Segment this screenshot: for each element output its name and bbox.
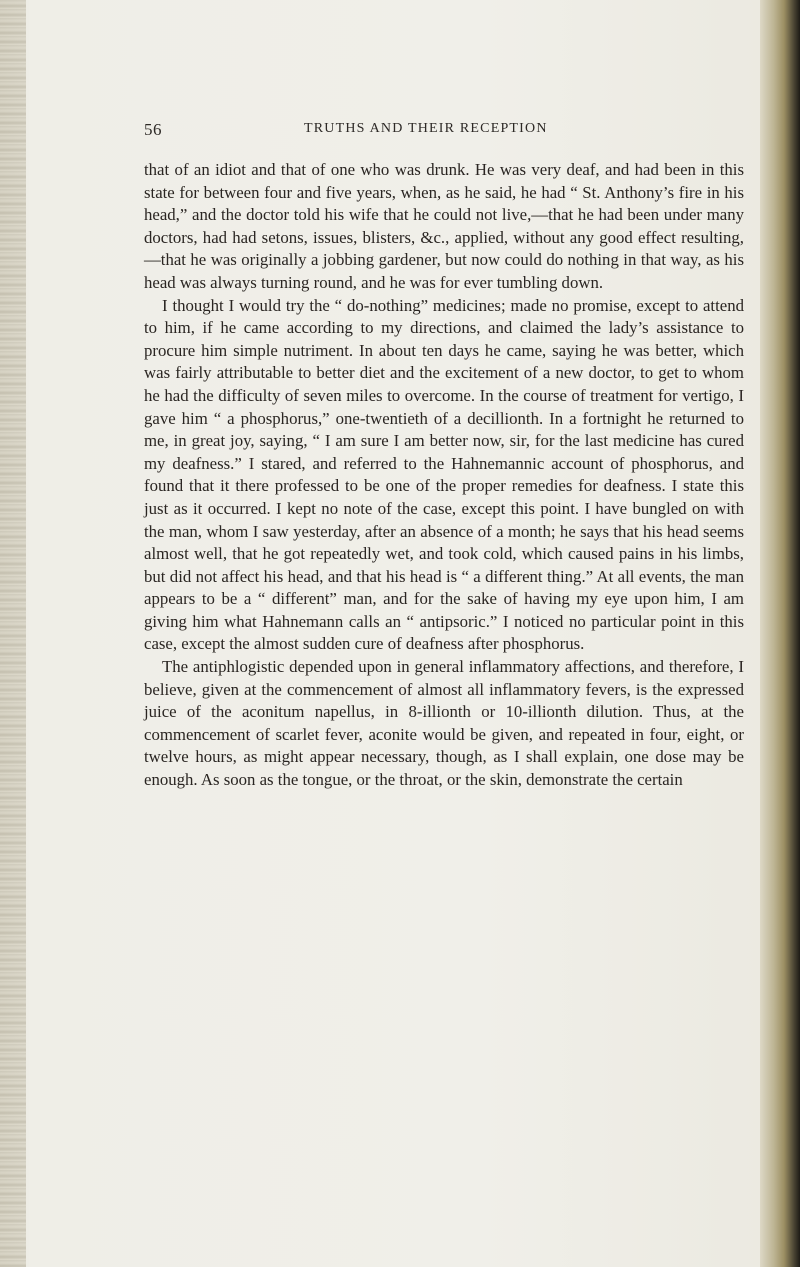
paragraph-2: I thought I would try the “ do-nothing” medicines; made no promise, except to attend to him, if he came according to my directions, and claimed the lady’s assistance to procure him simple nutriment. In about ten days he came, saying he was better, which was fairly attributable to better diet and the excitement of a new doctor, to get to whom he had the difficulty of seven miles to overcome. In the course of treatment for vertigo, I gave him “ a phosphorus,” one-twentieth of a decillionth. In a fortnight he returned to me, in great joy, saying, “ I am sure I am better now, sir, for the last medicine has cured my deafness.” I stared, and referred to the Hahnemannic account of phosphorus, and found that it there professed to be one of the proper remedies for deafness. I state this just as it occurred. I kept no note of the case, except this point. I have bungled on with the man, whom I saw yesterday, after an absence of a month; he says that his head seems almost well, that he got repeatedly wet, and took cold, which caused pains in his limbs, but did not affect his head, and that his head is “ a different thing.” At all events, the man appears to be a “ different” man, and for the sake of having my eye upon him, I am giving him what Hahnemann calls an “ antipsoric.” I noticed no particular point in this case, except the almost sudden cure of deafness after phosphorus. (144, 295, 744, 654)
paragraph-1: that of an idiot and that of one who was drunk. He was very deaf, and had been in this state for between four and five years, when, as he said, he had “ St. Anthony’s fire in his head,” and the doctor told his wife that he could not live,—that he had been under many doctors, had had setons, issues, blisters, &c., applied, without any good effect resulting,—that he was originally a jobbing gardener, but now could do nothing in that way, as his head was always turning round, and he was for ever tumbling down. (144, 160, 744, 292)
running-head (144, 120, 704, 142)
page-edge (760, 0, 800, 1267)
running-head-title: TRUTHS AND THEIR RECEPTION (304, 121, 548, 136)
binding-gutter (0, 0, 26, 1267)
paragraph-3: The antiphlogistic depended upon in general inflammatory affections, and therefore, I believe, given at the commencement of almost all inflammatory fevers, is the expressed juice of the aconitum napellus, in 8-illionth or 10-illionth dilution. Thus, at the commencement of scarlet fever, aconite would be given, and repeated in four, eight, or twelve hours, as might appear necessary, though, as I shall explain, one dose may be enough. As soon as the tongue, or the throat, or the skin, demonstrate the certain (144, 657, 744, 790)
body-text (144, 159, 744, 792)
page-number: 56 (144, 120, 162, 139)
